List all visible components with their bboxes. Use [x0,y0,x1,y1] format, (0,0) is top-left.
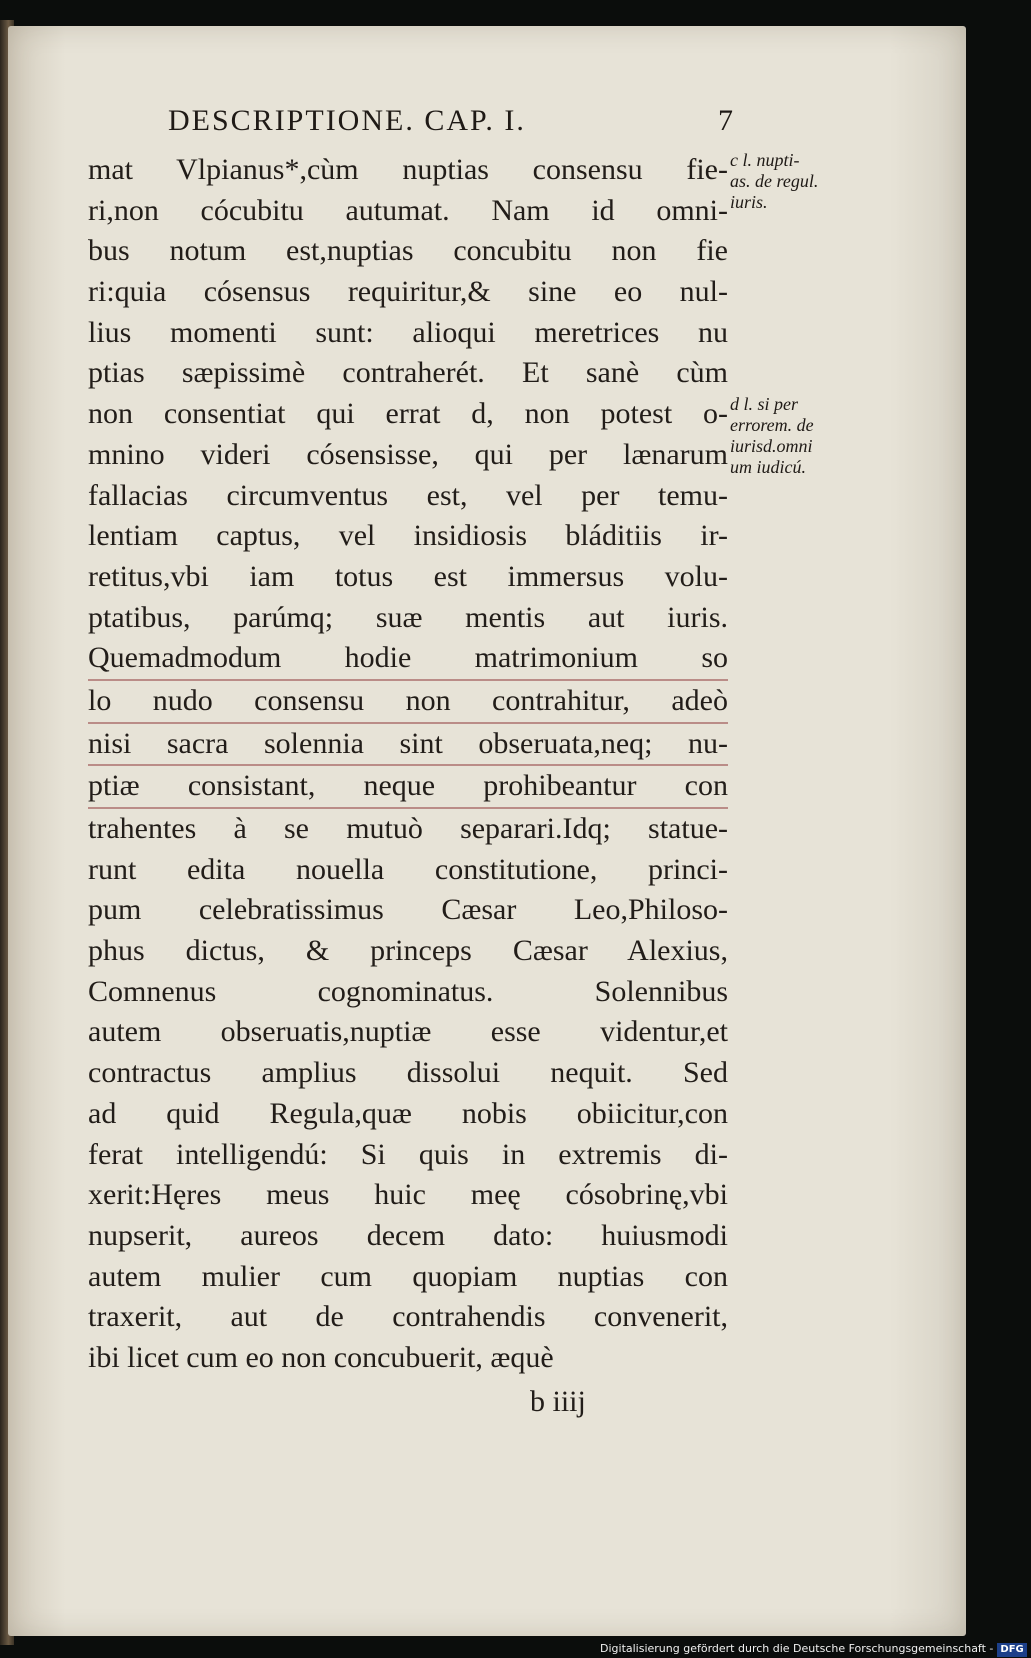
marginal-note-d [730,394,858,478]
text-line: lentiam captus, vel insidiosis bláditiis ir- [88,519,728,553]
header-title: DESCRIPTIONE. CAP. I. [168,104,526,137]
text-line: trahentes à se mutuò separari.Idq; statue- [88,812,728,845]
body-text [88,150,728,1379]
signature-mark: b iiij [530,1385,586,1418]
note-line: d l. si per [730,394,799,414]
text-line: runt edita nouella constitutione, princi- [88,852,728,886]
note-line: iurisd.omni [730,436,813,456]
footer-credit: Digitalisierung gefördert durch die Deutsche Forschungsgemeinschaft - [600,1642,994,1655]
note-line: errorem. de [730,415,814,435]
note-line: as. de regul. [730,171,819,191]
text-line: ptias sæpissimè contraherét. Et sanè cùm [88,356,728,390]
page-number: 7 [718,104,733,137]
text-line-underlined: Quemadmodum hodie matrimonium so [88,638,728,681]
text-line: xerit:Hęres meus huic meę cósobrinę,vbi [88,1178,728,1212]
text-line: Comnenus cognominatus. Solennibus [88,974,728,1008]
text-line: retitus,vbi iam totus est immersus volu- [88,559,728,593]
text-line: fallacias circumventus est, vel per temu- [88,478,728,512]
text-line: pum celebratissimus Cæsar Leo,Philoso- [88,893,728,927]
text-line: contractus amplius dissolui nequit. Sed [88,1056,728,1090]
note-line: c l. nupti- [730,150,800,170]
text-line: ad quid Regula,quæ nobis obiicitur,con [88,1096,728,1130]
text-line-underlined: ptiæ consistant, neque prohibeantur con [88,766,728,809]
marginal-note-c [730,150,858,213]
text-line: lius momenti sunt: alioqui meretrices nu [88,315,728,349]
text-line: mnino videri cósensisse, qui per lænarum [88,437,728,471]
note-line: iuris. [730,192,768,212]
text-line: mat Vlpianus*,cùm nuptias consensu fie- [88,153,728,186]
text-line: autem obseruatis,nuptiæ esse videntur,et [88,1015,728,1049]
running-header [168,104,733,148]
text-line: traxerit, aut de contrahendis convenerit, [88,1300,728,1334]
text-line: ri:quia cósensus requiritur,& sine eo nul- [88,275,728,309]
text-line: phus dictus, & princeps Cæsar Alexius, [88,934,728,968]
dfg-logo-icon: DFG [997,1643,1026,1657]
footer-credit-bar [600,1640,1024,1658]
text-line: ri,non cócubitu autumat. Nam id omni- [88,193,728,227]
text-line: non consentiat qui errat d, non potest o- [88,397,728,431]
text-line-underlined: nisi sacra solennia sint obseruata,neq; nu- [88,724,728,767]
text-line-underlined: lo nudo consensu non contrahitur, adeò [88,681,728,724]
text-line: ferat intelligendú: Si quis in extremis di- [88,1137,728,1171]
text-line: bus notum est,nuptias concubitu non fie [88,234,728,268]
text-line: nupserit, aureos decem dato: huiusmodi [88,1218,728,1252]
text-line: autem mulier cum quopiam nuptias con [88,1259,728,1293]
text-line: ibi licet cum eo non concubuerit, æquè [88,1340,554,1374]
note-line: um iudicú. [730,457,806,477]
text-line: ptatibus, parúmq; suæ mentis aut iuris. [88,600,728,634]
